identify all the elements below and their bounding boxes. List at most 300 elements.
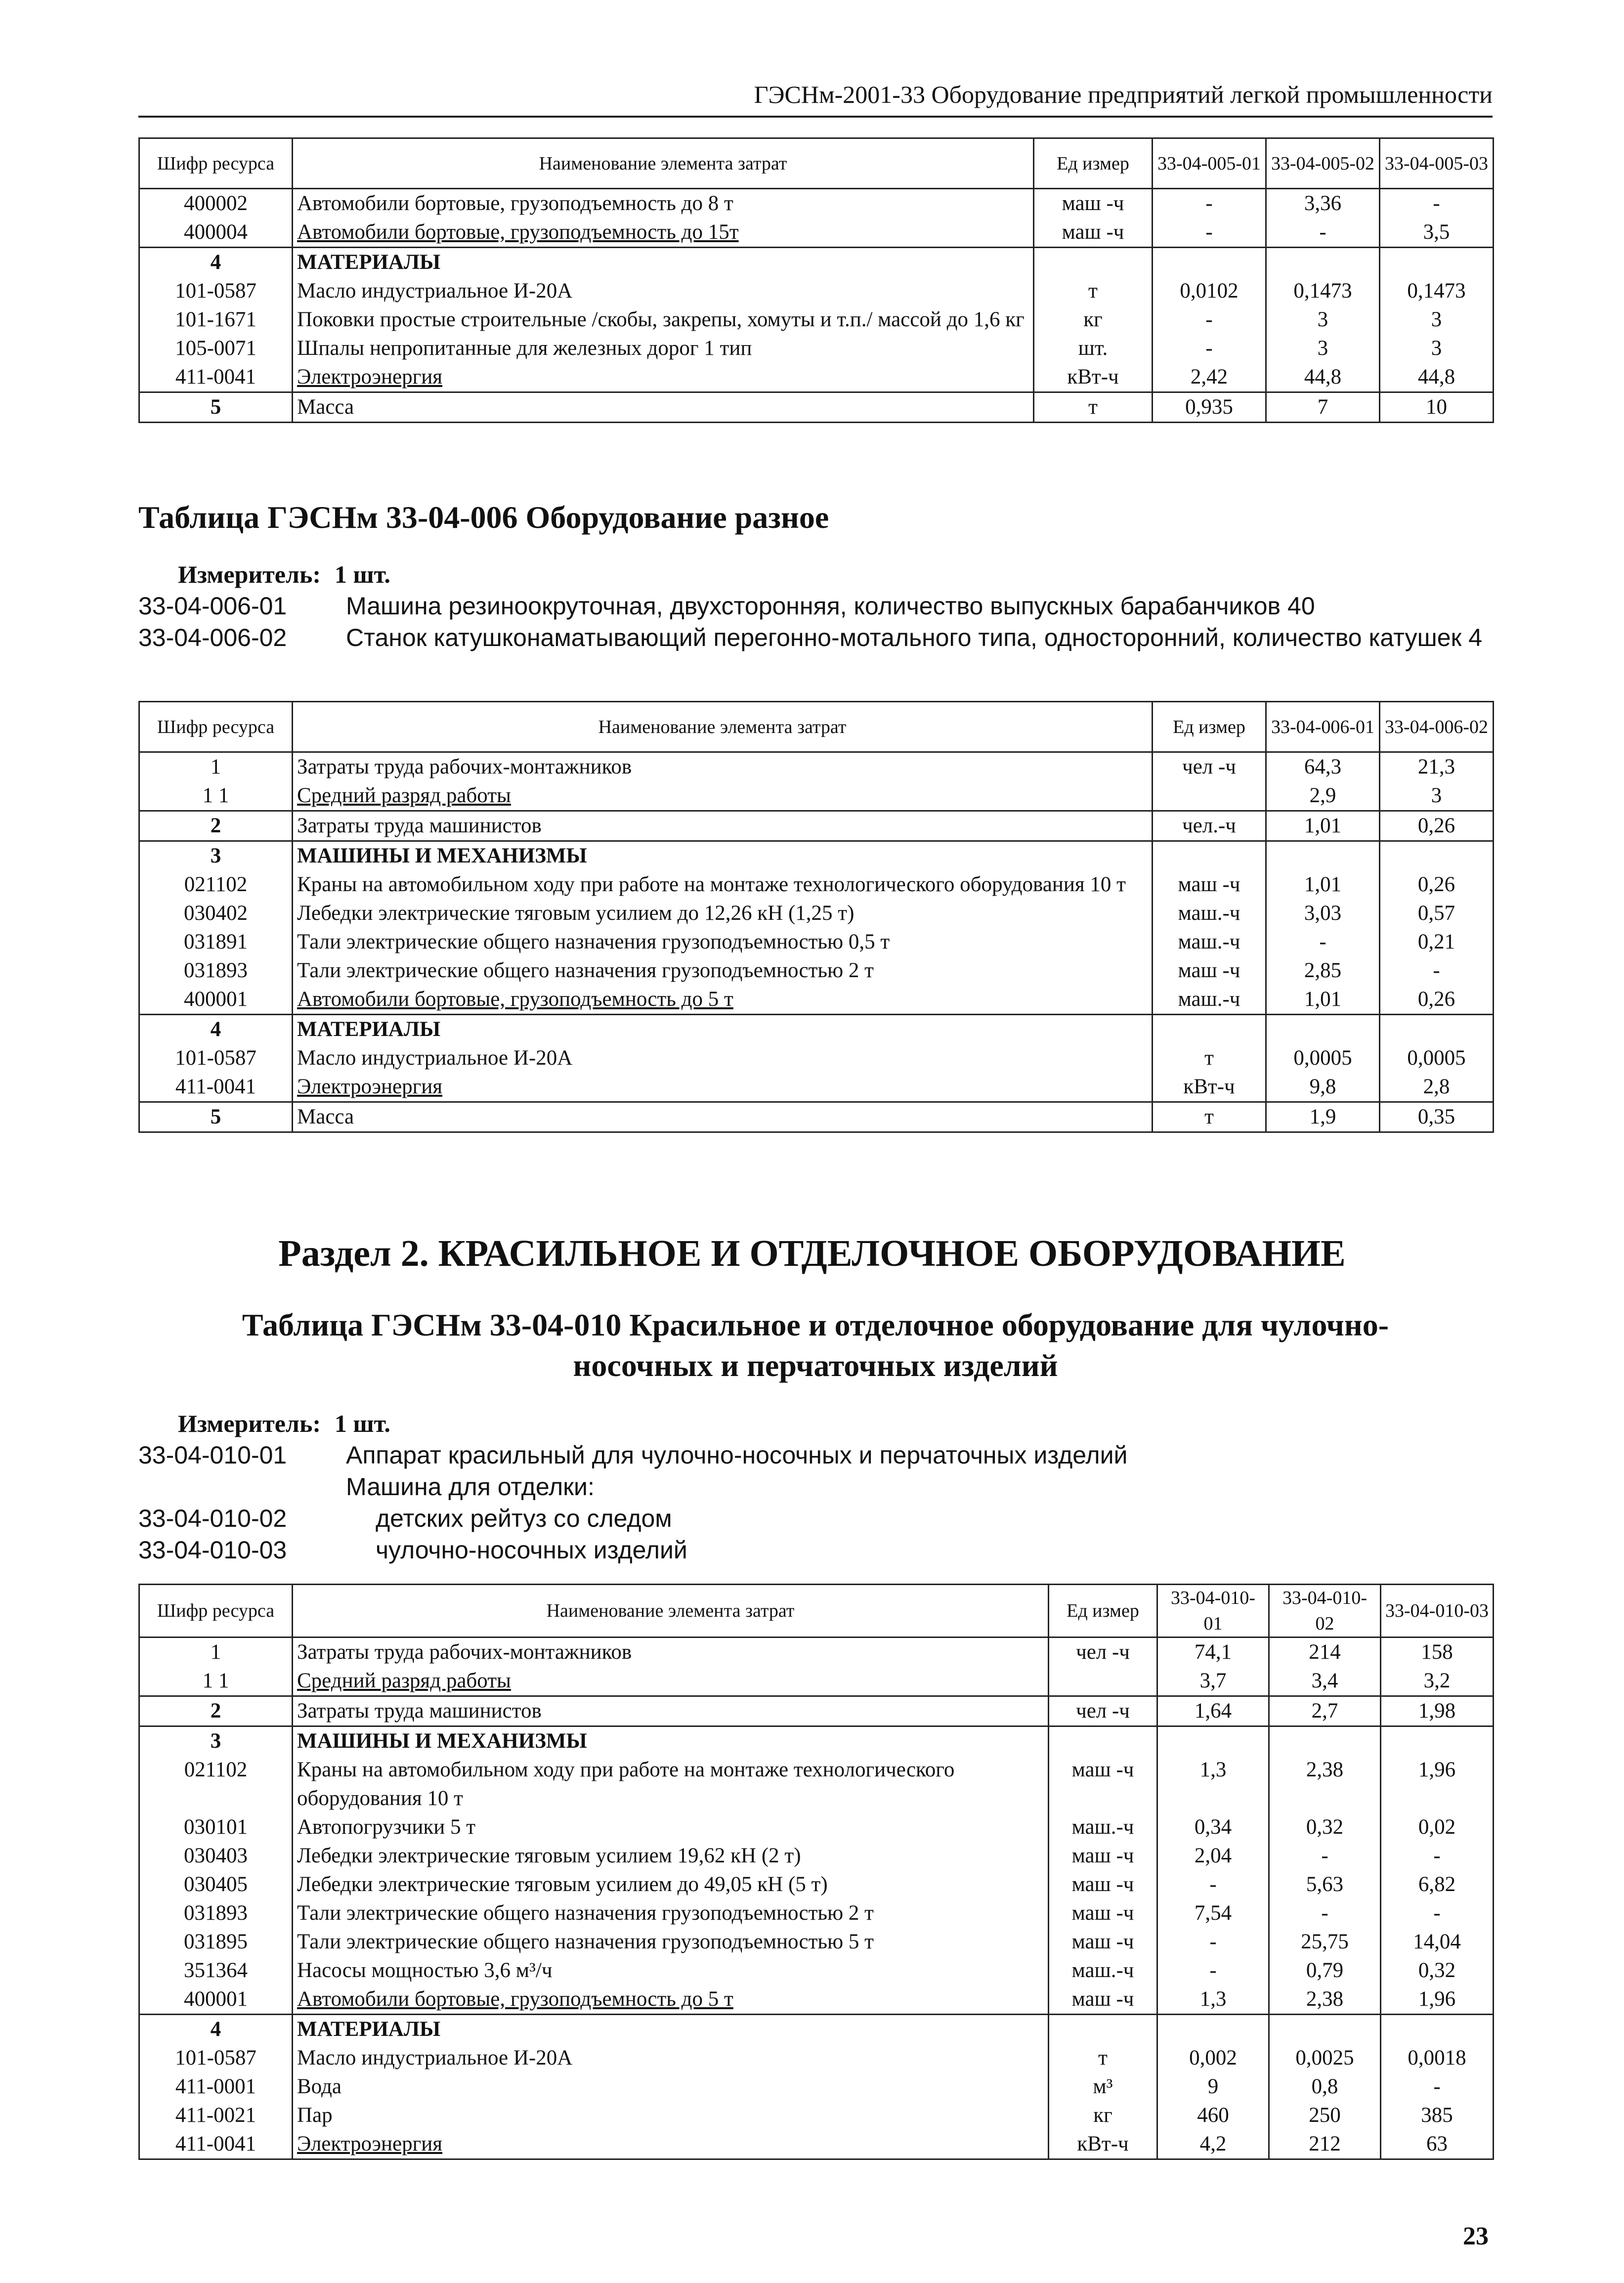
cell-code: 030405: [139, 1870, 293, 1899]
page-number: 23: [1463, 2222, 1489, 2250]
col-header-variant: 33-04-005-01: [1153, 138, 1266, 189]
cell-value: 4,2: [1157, 2130, 1269, 2159]
table-row: [139, 1899, 1494, 1928]
cell-name: Поковки простые строительные /скобы, закрепы, хомуты и т.п./ массой до 1,6 кг: [293, 305, 1034, 334]
table-row: [139, 811, 1494, 841]
table-row: [139, 277, 1494, 305]
table-row: [139, 1985, 1494, 2015]
meter-label: Измеритель:: [178, 1410, 321, 1437]
cell-name: Автомобили бортовые, грузоподъемность до 5 т: [293, 985, 1153, 1015]
cell-value: 0,0005: [1266, 1044, 1380, 1073]
norm-desc: детских рейтуз со следом: [376, 1505, 672, 1532]
cell-value: 44,8: [1380, 363, 1494, 392]
table-row: [139, 1928, 1494, 1956]
cell-code: 411-0021: [139, 2101, 293, 2130]
cell-value: 0,26: [1380, 985, 1494, 1015]
cell-code: 4: [139, 248, 293, 277]
cell-code: 101-1671: [139, 305, 293, 334]
cell-value: 0,02: [1381, 1813, 1494, 1842]
cell-value: [1266, 1015, 1380, 1044]
col-header-variant: 33-04-010-02: [1269, 1585, 1381, 1637]
cell-value: 3,7: [1157, 1667, 1269, 1696]
cell-name: Краны на автомобильном ходу при работе на монтаже технологического оборудования 10 т: [293, 870, 1153, 899]
norm-desc: чулочно-носочных изделий: [376, 1536, 687, 1564]
cell-value: [1381, 2015, 1494, 2044]
cell-name: Масло индустриальное И-20А: [293, 277, 1034, 305]
cell-name: Тали электрические общего назначения грузоподъемностью 5 т: [293, 1928, 1049, 1956]
cell-code: 030403: [139, 1842, 293, 1870]
table-row: [139, 1956, 1494, 1985]
col-header-code: Шифр ресурса: [139, 1585, 293, 1637]
cell-code: 4: [139, 2015, 293, 2044]
cell-value: 1,96: [1381, 1756, 1494, 1813]
cell-code: 5: [139, 392, 293, 423]
cell-name: МАТЕРИАЛЫ: [293, 2015, 1049, 2044]
cell-value: 3: [1380, 305, 1494, 334]
cell-code: 021102: [139, 870, 293, 899]
cell-name: Тали электрические общего назначения грузоподъемностью 2 т: [293, 956, 1153, 985]
cell-value: -: [1269, 1899, 1381, 1928]
cell-value: 0,21: [1380, 928, 1494, 956]
cell-value: 2,85: [1266, 956, 1380, 985]
cell-unit: маш -ч: [1034, 218, 1153, 248]
cell-value: 3,36: [1266, 189, 1380, 218]
cell-code: 400004: [139, 218, 293, 248]
cell-value: 0,0005: [1380, 1044, 1494, 1073]
cell-unit: [1153, 781, 1266, 811]
cell-code: 5: [139, 1102, 293, 1132]
cell-value: -: [1269, 1842, 1381, 1870]
cell-value: 0,0025: [1269, 2044, 1381, 2072]
table-row: [139, 1870, 1494, 1899]
cell-name: Электроэнергия: [293, 363, 1034, 392]
cell-value: 0,57: [1380, 899, 1494, 928]
norm-desc: Аппарат красильный для чулочно-носочных и перчаточных изделий: [346, 1441, 1128, 1469]
norm-desc: Машина для отделки:: [346, 1473, 595, 1501]
cell-value: [1269, 2015, 1381, 2044]
cell-value: 1,3: [1157, 1985, 1269, 2015]
cell-code: 021102: [139, 1756, 293, 1813]
cell-unit: [1153, 1015, 1266, 1044]
cell-name: Масса: [293, 1102, 1153, 1132]
col-header-variant: 33-04-006-02: [1380, 702, 1494, 752]
cell-value: -: [1381, 1899, 1494, 1928]
norm-item: [138, 590, 1493, 622]
col-header-code: Шифр ресурса: [139, 702, 293, 752]
cell-code: 400001: [139, 985, 293, 1015]
cell-value: -: [1153, 189, 1266, 218]
table-row: [139, 1813, 1494, 1842]
table-row: [139, 1696, 1494, 1726]
cell-value: 2,04: [1157, 1842, 1269, 1870]
cell-unit: маш.-ч: [1153, 985, 1266, 1015]
col-header-name: Наименование элемента затрат: [293, 702, 1153, 752]
cell-name: Тали электрические общего назначения грузоподъемностью 0,5 т: [293, 928, 1153, 956]
cell-unit: чел -ч: [1049, 1637, 1157, 1667]
table-33-04-006: [138, 701, 1494, 1133]
norm-code: 33-04-010-03: [138, 1536, 287, 1564]
cell-value: 212: [1269, 2130, 1381, 2159]
cell-value: 2,8: [1380, 1073, 1494, 1102]
cell-name: Масло индустриальное И-20А: [293, 1044, 1153, 1073]
cell-unit: маш.-ч: [1153, 928, 1266, 956]
cell-unit: кг: [1034, 305, 1153, 334]
meter-label: Измеритель:: [178, 560, 321, 588]
cell-value: [1153, 248, 1266, 277]
col-header-code: Шифр ресурса: [139, 138, 293, 189]
cell-name: Затраты труда машинистов: [293, 811, 1153, 841]
cell-code: 031893: [139, 1899, 293, 1928]
cell-value: 2,42: [1153, 363, 1266, 392]
cell-name: Затраты труда рабочих-монтажников: [293, 1637, 1049, 1667]
norm-item: [138, 1439, 1493, 1471]
table-row: [139, 1842, 1494, 1870]
cell-value: 3: [1380, 334, 1494, 363]
table-title-line: носочных и перчаточных изделий: [573, 1348, 1058, 1383]
cell-name: Автомобили бортовые, грузоподъемность до 15т: [293, 218, 1034, 248]
cell-value: 0,1473: [1266, 277, 1380, 305]
cell-unit: маш -ч: [1049, 1756, 1157, 1813]
cell-value: 1,01: [1266, 811, 1380, 841]
cell-value: 9: [1157, 2072, 1269, 2101]
table-row: [139, 363, 1494, 392]
cell-code: 4: [139, 1015, 293, 1044]
cell-name: Средний разряд работы: [293, 1667, 1049, 1696]
cell-name: Автомобили бортовые, грузоподъемность до 8 т: [293, 189, 1034, 218]
cell-name: Электроэнергия: [293, 2130, 1049, 2159]
col-header-name: Наименование элемента затрат: [293, 138, 1034, 189]
cell-value: 1,3: [1157, 1756, 1269, 1813]
cell-unit: чел -ч: [1049, 1696, 1157, 1726]
cell-value: [1266, 248, 1380, 277]
cell-value: -: [1157, 1870, 1269, 1899]
table-row: [139, 2044, 1494, 2072]
cell-value: [1380, 1015, 1494, 1044]
cell-unit: маш -ч: [1153, 870, 1266, 899]
section-heading: Раздел 2. КРАСИЛЬНОЕ И ОТДЕЛОЧНОЕ ОБОРУДОВАНИЕ: [278, 1233, 1346, 1274]
table-title-33-04-010: [138, 1305, 1493, 1386]
cell-value: 3,2: [1381, 1667, 1494, 1696]
norm-code: 33-04-010-01: [138, 1441, 287, 1469]
cell-value: 0,35: [1380, 1102, 1494, 1132]
cell-value: 9,8: [1266, 1073, 1380, 1102]
cell-unit: т: [1034, 392, 1153, 423]
cell-unit: [1049, 1667, 1157, 1696]
cell-code: 411-0041: [139, 363, 293, 392]
cell-code: 101-0587: [139, 2044, 293, 2072]
cell-code: 031891: [139, 928, 293, 956]
cell-value: -: [1153, 218, 1266, 248]
table-row: [139, 1015, 1494, 1044]
cell-value: [1157, 1726, 1269, 1756]
cell-value: 0,32: [1381, 1956, 1494, 1985]
norm-code: [138, 1471, 346, 1503]
cell-value: 460: [1157, 2101, 1269, 2130]
cell-value: 0,8: [1269, 2072, 1381, 2101]
cell-unit: маш -ч: [1049, 1985, 1157, 2015]
cell-name: Электроэнергия: [293, 1073, 1153, 1102]
norm-desc: Машина резиноокруточная, двухсторонняя, количество выпускных барабанчиков 40: [346, 592, 1315, 620]
cell-value: 7: [1266, 392, 1380, 423]
cell-unit: т: [1034, 277, 1153, 305]
table-title-33-04-006: Таблица ГЭСНм 33-04-006 Оборудование разное: [138, 500, 829, 535]
cell-value: 0,002: [1157, 2044, 1269, 2072]
cell-value: -: [1266, 928, 1380, 956]
cell-unit: т: [1049, 2044, 1157, 2072]
cell-code: 411-0041: [139, 2130, 293, 2159]
cell-name: Шпалы непропитанные для железных дорог 1 тип: [293, 334, 1034, 363]
cell-value: 1,01: [1266, 870, 1380, 899]
cell-name: МАШИНЫ И МЕХАНИЗМЫ: [293, 1726, 1049, 1756]
running-header: ГЭСНм-2001-33 Оборудование предприятий легкой промышленности: [138, 74, 1493, 118]
cell-value: 25,75: [1269, 1928, 1381, 1956]
cell-unit: кг: [1049, 2101, 1157, 2130]
cell-name: Лебедки электрические тяговым усилием до 49,05 кН (5 т): [293, 1870, 1049, 1899]
cell-value: 2,38: [1269, 1985, 1381, 2015]
table-33-04-005: [138, 137, 1494, 423]
cell-value: [1380, 248, 1494, 277]
cell-code: 1 1: [139, 781, 293, 811]
table-row: [139, 189, 1494, 218]
cell-value: 0,79: [1269, 1956, 1381, 1985]
table-row: [139, 985, 1494, 1015]
cell-value: -: [1381, 2072, 1494, 2101]
cell-code: 030402: [139, 899, 293, 928]
table-row: [139, 870, 1494, 899]
cell-name: Лебедки электрические тяговым усилием до 12,26 кН (1,25 т): [293, 899, 1153, 928]
cell-code: 400001: [139, 1985, 293, 2015]
table-row: [139, 1667, 1494, 1696]
cell-value: 3,03: [1266, 899, 1380, 928]
cell-value: 0,0102: [1153, 277, 1266, 305]
cell-value: 6,82: [1381, 1870, 1494, 1899]
cell-code: 2: [139, 1696, 293, 1726]
cell-value: 3: [1380, 781, 1494, 811]
table-row: [139, 1102, 1494, 1132]
table-row: [139, 1756, 1494, 1813]
table-row: [139, 334, 1494, 363]
cell-name: МАШИНЫ И МЕХАНИЗМЫ: [293, 841, 1153, 871]
table-row: [139, 1073, 1494, 1102]
cell-name: МАТЕРИАЛЫ: [293, 248, 1034, 277]
cell-value: 0,935: [1153, 392, 1266, 423]
col-header-name: Наименование элемента затрат: [293, 1585, 1049, 1637]
table-33-04-010: [138, 1584, 1494, 2160]
cell-name: Масло индустриальное И-20А: [293, 2044, 1049, 2072]
cell-unit: маш -ч: [1034, 189, 1153, 218]
cell-unit: [1049, 1726, 1157, 1756]
cell-unit: маш -ч: [1049, 1870, 1157, 1899]
cell-value: 63: [1381, 2130, 1494, 2159]
cell-value: [1269, 1726, 1381, 1756]
cell-value: 64,3: [1266, 752, 1380, 782]
col-header-unit: Ед измер: [1153, 702, 1266, 752]
cell-unit: маш -ч: [1049, 1842, 1157, 1870]
norm-item: [138, 1471, 1493, 1503]
cell-value: 2,7: [1269, 1696, 1381, 1726]
cell-value: 1,9: [1266, 1102, 1380, 1132]
cell-value: 21,3: [1380, 752, 1494, 782]
cell-code: 400002: [139, 189, 293, 218]
cell-unit: маш.-ч: [1049, 1813, 1157, 1842]
table-row: [139, 956, 1494, 985]
cell-code: 030101: [139, 1813, 293, 1842]
cell-code: 351364: [139, 1956, 293, 1985]
cell-value: 0,26: [1380, 870, 1494, 899]
table-row: [139, 392, 1494, 423]
col-header-variant: 33-04-010-03: [1381, 1585, 1494, 1637]
norm-code: 33-04-006-02: [138, 624, 287, 651]
cell-value: 44,8: [1266, 363, 1380, 392]
cell-value: -: [1266, 218, 1380, 248]
cell-name: Тали электрические общего назначения грузоподъемностью 2 т: [293, 1899, 1049, 1928]
cell-value: [1266, 841, 1380, 871]
cell-value: [1380, 841, 1494, 871]
cell-name: Масса: [293, 392, 1034, 423]
cell-value: 1,98: [1381, 1696, 1494, 1726]
cell-code: 2: [139, 811, 293, 841]
cell-value: 7,54: [1157, 1899, 1269, 1928]
cell-value: -: [1380, 956, 1494, 985]
col-header-variant: 33-04-006-01: [1266, 702, 1380, 752]
cell-unit: маш.-ч: [1153, 899, 1266, 928]
meter-block-010: [138, 1408, 1493, 1566]
cell-unit: маш -ч: [1049, 1899, 1157, 1928]
cell-unit: кВт-ч: [1153, 1073, 1266, 1102]
table-row: [139, 2130, 1494, 2159]
norm-code: 33-04-006-01: [138, 592, 287, 620]
cell-unit: чел.-ч: [1153, 811, 1266, 841]
cell-value: 0,34: [1157, 1813, 1269, 1842]
cell-name: Краны на автомобильном ходу при работе на монтаже технологического оборудования 10 т: [293, 1756, 1049, 1813]
col-header-variant: 33-04-005-03: [1380, 138, 1494, 189]
table-row: [139, 841, 1494, 871]
cell-code: 105-0071: [139, 334, 293, 363]
col-header-unit: Ед измер: [1034, 138, 1153, 189]
cell-unit: маш -ч: [1049, 1928, 1157, 1956]
cell-value: 3: [1266, 334, 1380, 363]
norm-item: [138, 1503, 1493, 1534]
cell-value: 74,1: [1157, 1637, 1269, 1667]
norm-item: [138, 1534, 1493, 1566]
cell-value: 0,32: [1269, 1813, 1381, 1842]
cell-unit: кВт-ч: [1049, 2130, 1157, 2159]
cell-value: -: [1380, 189, 1494, 218]
table-row: [139, 928, 1494, 956]
meter-value: 1 шт.: [334, 1410, 390, 1437]
norm-desc: Станок катушконаматывающий перегонно-мотального типа, односторонний, количество катушек 4: [346, 624, 1483, 651]
table-row: [139, 752, 1494, 782]
cell-value: 0,0018: [1381, 2044, 1494, 2072]
cell-value: 1,01: [1266, 985, 1380, 1015]
table-row: [139, 1044, 1494, 1073]
table-row: [139, 248, 1494, 277]
table-row: [139, 1726, 1494, 1756]
cell-value: -: [1153, 334, 1266, 363]
cell-value: 10: [1380, 392, 1494, 423]
cell-name: Насосы мощностью 3,6 м³/ч: [293, 1956, 1049, 1985]
meter-block-006: [138, 559, 1493, 653]
table-row: [139, 781, 1494, 811]
table-row: [139, 2101, 1494, 2130]
cell-code: 101-0587: [139, 277, 293, 305]
cell-value: 3: [1266, 305, 1380, 334]
col-header-variant: 33-04-005-02: [1266, 138, 1380, 189]
cell-value: 0,1473: [1380, 277, 1494, 305]
cell-value: [1381, 1726, 1494, 1756]
cell-value: 1,64: [1157, 1696, 1269, 1726]
cell-value: [1157, 2015, 1269, 2044]
cell-value: 250: [1269, 2101, 1381, 2130]
cell-code: 1: [139, 752, 293, 782]
cell-code: 031895: [139, 1928, 293, 1956]
cell-name: Затраты труда рабочих-монтажников: [293, 752, 1153, 782]
col-header-variant: 33-04-010-01: [1157, 1585, 1269, 1637]
norm-item: [138, 622, 1493, 653]
cell-value: 0,26: [1380, 811, 1494, 841]
cell-value: 5,63: [1269, 1870, 1381, 1899]
col-header-unit: Ед измер: [1049, 1585, 1157, 1637]
cell-value: -: [1157, 1956, 1269, 1985]
cell-unit: [1049, 2015, 1157, 2044]
cell-unit: т: [1153, 1102, 1266, 1132]
cell-code: 1 1: [139, 1667, 293, 1696]
cell-value: 14,04: [1381, 1928, 1494, 1956]
cell-unit: маш.-ч: [1049, 1956, 1157, 1985]
norm-code: 33-04-010-02: [138, 1505, 287, 1532]
cell-name: Автопогрузчики 5 т: [293, 1813, 1049, 1842]
cell-name: Затраты труда машинистов: [293, 1696, 1049, 1726]
table-row: [139, 2015, 1494, 2044]
cell-value: -: [1157, 1928, 1269, 1956]
table-row: [139, 305, 1494, 334]
cell-value: -: [1153, 305, 1266, 334]
cell-code: 411-0041: [139, 1073, 293, 1102]
cell-value: 385: [1381, 2101, 1494, 2130]
table-row: [139, 2072, 1494, 2101]
cell-code: 031893: [139, 956, 293, 985]
table-row: [139, 218, 1494, 248]
cell-value: 214: [1269, 1637, 1381, 1667]
cell-name: Средний разряд работы: [293, 781, 1153, 811]
cell-unit: чел -ч: [1153, 752, 1266, 782]
cell-unit: м³: [1049, 2072, 1157, 2101]
cell-code: 3: [139, 1726, 293, 1756]
table-row: [139, 1637, 1494, 1667]
cell-value: 2,38: [1269, 1756, 1381, 1813]
table-row: [139, 899, 1494, 928]
cell-value: 2,9: [1266, 781, 1380, 811]
cell-unit: [1153, 841, 1266, 871]
cell-code: 3: [139, 841, 293, 871]
cell-unit: кВт-ч: [1034, 363, 1153, 392]
cell-value: 1,96: [1381, 1985, 1494, 2015]
cell-name: МАТЕРИАЛЫ: [293, 1015, 1153, 1044]
cell-value: 158: [1381, 1637, 1494, 1667]
cell-name: Автомобили бортовые, грузоподъемность до 5 т: [293, 1985, 1049, 2015]
cell-unit: маш -ч: [1153, 956, 1266, 985]
cell-unit: [1034, 248, 1153, 277]
cell-code: 1: [139, 1637, 293, 1667]
meter-value: 1 шт.: [334, 560, 390, 588]
table-title-line: Таблица ГЭСНм 33-04-010 Красильное и отделочное оборудование для чулочно-: [242, 1307, 1389, 1342]
cell-value: -: [1381, 1842, 1494, 1870]
cell-code: 101-0587: [139, 1044, 293, 1073]
cell-value: 3,5: [1380, 218, 1494, 248]
cell-name: Вода: [293, 2072, 1049, 2101]
cell-name: Лебедки электрические тяговым усилием 19,62 кН (2 т): [293, 1842, 1049, 1870]
cell-name: Пар: [293, 2101, 1049, 2130]
